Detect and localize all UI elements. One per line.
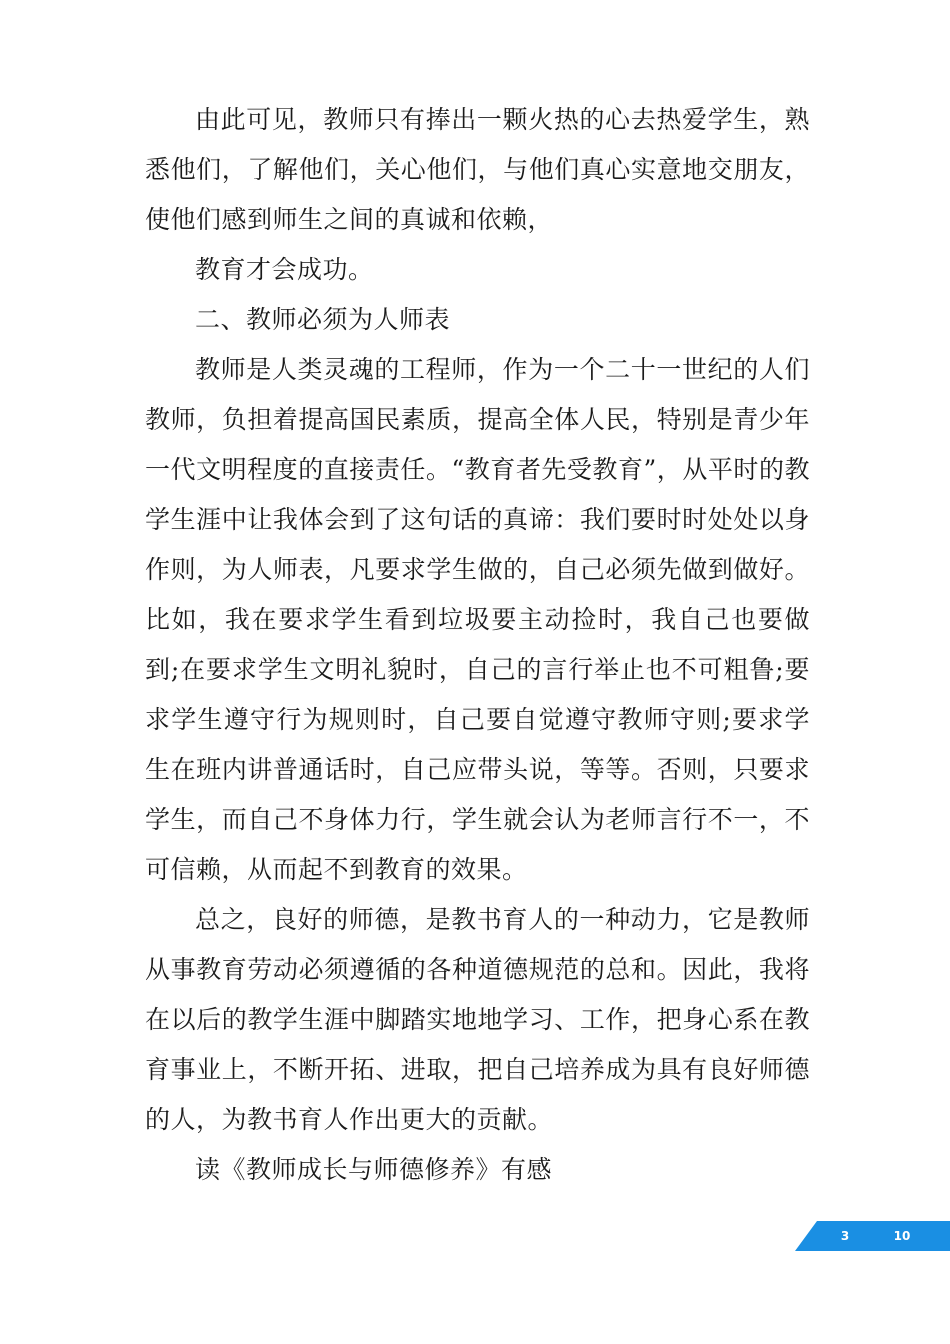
current-page-number: 3	[840, 1229, 850, 1243]
paragraph: 教育才会成功。	[195, 255, 374, 284]
paragraph: 由此可见，教师只有捧出一颗火热的心去热爱学生，熟悉他们，了解他们，关心他们，与他们真心实意地交朋友，使他们感到师生之间的真诚和依赖，	[145, 105, 810, 234]
section-heading: 二、教师必须为人师表	[195, 305, 451, 334]
document-body	[145, 95, 810, 1195]
footer-banner-shape	[795, 1221, 950, 1251]
paragraph: 读《教师成长与师德修养》有感	[195, 1155, 553, 1184]
paragraph: 教师是人类灵魂的工程师，作为一个二十一世纪的人们教师，负担着提高国民素质，提高全体人民，特别是青少年一代文明程度的直接责任。“教育者先受教育”，从平时的教学生涯中让我体会到了这句话的真谛：我们要时时处处以身作则，为人师表，凡要求学生做的，自己必须先做到做好。比如，我在要求学生看到垃圾要主动捡时，我自己也要做到;在要求学生文明礼貌时，自己的言行举止也不可粗鲁;要求学生遵守行为规则时，自己要自觉遵守教师守则;要求学生在班内讲普通话时，自己应带头说，等等。否则，只要求学生，而自己不身体力行，学生就会认为老师言行不一，不可信赖，从而起不到教育的效果。	[145, 355, 810, 884]
page-number-footer	[795, 1221, 950, 1251]
paragraph: 总之，良好的师德，是教书育人的一种动力，它是教师从事教育劳动必须遵循的各种道德规范的总和。因此，我将在以后的教学生涯中脚踏实地地学习、工作，把身心系在教育事业上，不断开拓、进取，把自己培养成为具有良好师德的人，为教书育人作出更大的贡献。	[145, 905, 810, 1134]
total-pages-number: 10	[893, 1229, 911, 1243]
